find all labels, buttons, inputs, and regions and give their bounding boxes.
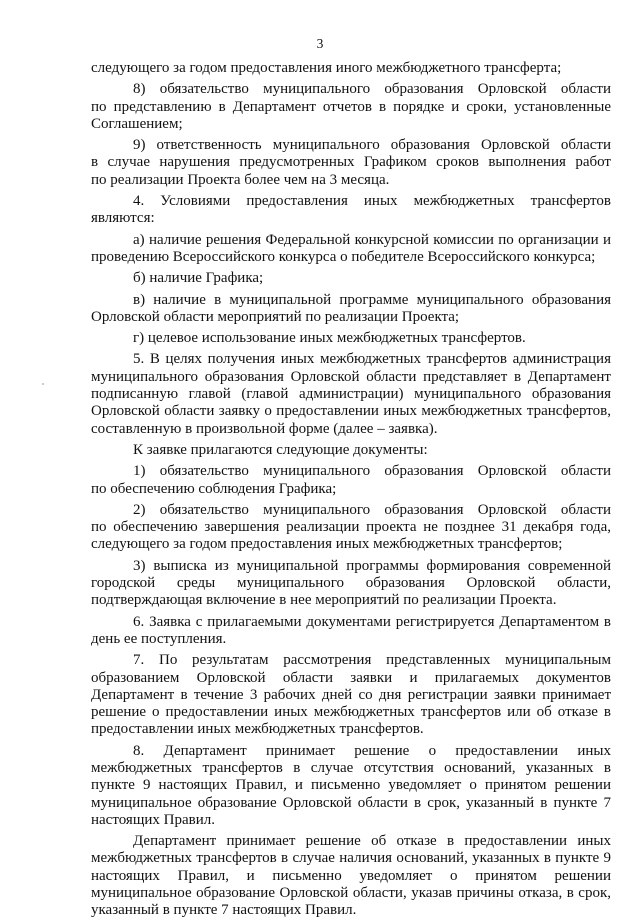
- page-number: 3: [316, 36, 324, 51]
- text-line: муниципального образования Орловской области представляет в Департамент: [91, 368, 611, 385]
- text-line: межбюджетных трансфертов в случае наличия оснований, указанных в пункте 9: [91, 850, 611, 867]
- text-line: межбюджетных трансфертов в случае отсутствия оснований, указанных в: [91, 759, 611, 776]
- paragraph: [91, 743, 611, 829]
- text-line: 8) обязательство муниципального образования Орловской области: [133, 81, 611, 98]
- text-line: Департамент принимает решение об отказе в предоставлении иных: [133, 833, 611, 850]
- text-line: предоставлении иных межбюджетных трансфертов.: [91, 721, 424, 738]
- text-line: а) наличие решения Федеральной конкурсной комиссии по организации и: [133, 231, 611, 248]
- text-line: образованием Орловской области заявки и прилагаемых документов: [91, 669, 611, 686]
- text-line: по обеспечению соблюдения Графика;: [91, 480, 337, 497]
- paragraph: [91, 232, 611, 267]
- paragraph: [91, 558, 611, 610]
- paragraph: [91, 502, 611, 554]
- text-line: решение о предоставлении иных межбюджетных трансфертов или об отказе в: [91, 704, 611, 721]
- text-line: Департамент в течение 3 рабочих дней со дня регистрации заявки принимает: [91, 686, 611, 703]
- text-line: подписанную главой (главой администрации) муниципального образования: [91, 386, 611, 403]
- text-line: муниципальное образование Орловской области в срок, указанный в пункте 7: [91, 794, 611, 811]
- text-line: 9) ответственность муниципального образования Орловской области: [133, 137, 611, 154]
- scan-speck: [42, 383, 44, 385]
- text-line: 5. В целях получения иных межбюджетных трансфертов администрация: [133, 351, 611, 368]
- text-line: следующего за годом предоставления иных межбюджетных трансфертов;: [91, 536, 563, 553]
- text-line: г) целевое использование иных межбюджетных трансфертов.: [133, 330, 526, 347]
- paragraph: [91, 833, 611, 919]
- paragraph: [91, 614, 611, 649]
- text-line: б) наличие Графика;: [133, 270, 264, 287]
- paragraph: [91, 463, 611, 498]
- text-line: Соглашением;: [91, 115, 183, 132]
- text-line: 8. Департамент принимает решение о предоставлении иных: [133, 742, 611, 759]
- text-line: 2) обязательство муниципального образования Орловской области: [133, 501, 611, 518]
- text-line: городской среды муниципального образования Орловской области,: [91, 575, 611, 592]
- text-line: настоящих Правил.: [91, 811, 215, 828]
- text-line: день ее поступления.: [91, 630, 227, 647]
- text-line: подтверждающая включение в нее мероприятий по реализации Проекта.: [91, 592, 557, 609]
- text-line: по представлению в Департамент отчетов в порядке и сроки, установленные: [91, 98, 611, 115]
- paragraph: [91, 270, 611, 287]
- paragraph: [91, 330, 611, 347]
- paragraph: [91, 652, 611, 738]
- text-line: следующего за годом предоставления иного межбюджетного трансферта;: [91, 60, 562, 76]
- text-line: пункте 9 настоящих Правил, и письменно уведомляет о принятом решении: [91, 777, 611, 794]
- text-line: 6. Заявка с прилагаемыми документами регистрируется Департаментом в: [133, 613, 611, 630]
- text-line: муниципальное образование Орловской области, указав причины отказа, в срок,: [91, 885, 611, 902]
- paragraph: [91, 60, 611, 77]
- text-line: К заявке прилагаются следующие документы:: [133, 441, 428, 458]
- text-line: 3) выписка из муниципальной программы формирования современной: [133, 557, 611, 574]
- paragraph: [91, 292, 611, 327]
- text-line: по обеспечению завершения реализации проекта не позднее 31 декабря года,: [91, 519, 611, 536]
- text-line: в) наличие в муниципальной программе муниципального образования: [133, 291, 611, 308]
- text-line: Орловской области мероприятий по реализации Проекта;: [91, 308, 460, 325]
- text-line: являются:: [91, 210, 155, 227]
- text-line: 7. По результатам рассмотрения представленных муниципальным: [133, 652, 611, 669]
- document-body: [91, 60, 611, 920]
- text-line: проведению Всероссийского конкурса о победителе Всероссийского конкурса;: [91, 248, 596, 265]
- text-line: 4. Условиями предоставления иных межбюджетных трансфертов: [133, 193, 611, 210]
- text-line: составленную в произвольной форме (далее – заявка).: [91, 420, 438, 437]
- paragraph: [91, 137, 611, 189]
- text-line: по реализации Проекта более чем на 3 месяца.: [91, 171, 390, 188]
- text-line: Орловской области заявку о предоставлении иных межбюджетных трансфертов,: [91, 403, 611, 420]
- text-line: указанный в пункте 7 настоящих Правил.: [91, 902, 357, 919]
- paragraph: [91, 351, 611, 437]
- text-line: в случае нарушения предусмотренных Графиком сроков выполнения работ: [91, 154, 611, 171]
- paragraph: [91, 81, 611, 133]
- paragraph: [91, 442, 611, 459]
- text-line: 1) обязательство муниципального образования Орловской области: [133, 463, 611, 480]
- paragraph: [91, 193, 611, 228]
- text-line: настоящих Правил, и письменно уведомляет о принятом решении: [91, 867, 611, 884]
